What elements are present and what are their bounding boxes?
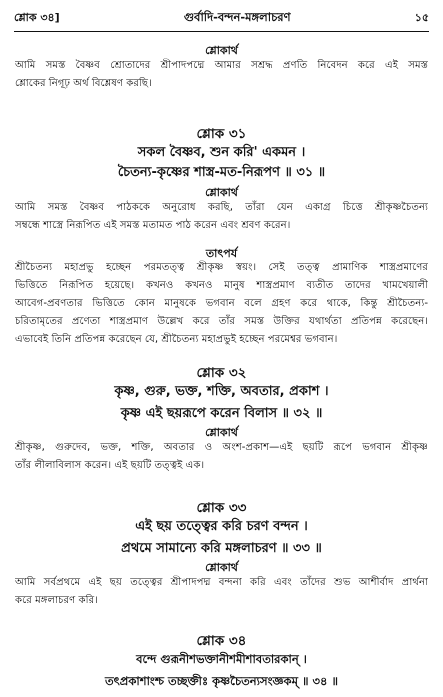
translation-heading: শ্লোকার্থ <box>205 561 238 574</box>
text-line: আমি সমস্ত বৈষ্ণব শ্রোতাদের শ্রীপাদপদ্মে আমার সশ্রদ্ধ প্রণতি নিবেদন করে এই সমস্ত <box>15 60 428 71</box>
text-line: আমি সমস্ত বৈষ্ণব পাঠককে অনুরোধ করছি, তাঁরা যেন একাগ্র চিত্তে শ্রীকৃষ্ণচৈতন্য <box>15 202 428 213</box>
verse-heading: শ্লোক ৩৩ <box>196 500 247 516</box>
translation-heading: শ্লোকার্থ <box>205 426 238 439</box>
header-verse-ref: শ্লোক ৩৪] <box>14 10 60 24</box>
verse-heading: শ্লোক ৩৪ <box>196 633 247 649</box>
purport-heading: তাৎপর্য <box>205 247 238 260</box>
translation-paragraph <box>15 574 428 610</box>
verse-line: চৈতন্য-কৃষ্ণের শাস্ত্র-মত-নিরূপণ ॥ ৩১ ॥ <box>117 165 326 180</box>
translation-heading: শ্লোকার্থ <box>205 186 238 199</box>
verse-heading: শ্লোক ৩২ <box>196 365 247 381</box>
translation-paragraph <box>15 199 428 235</box>
header-rule <box>14 31 429 32</box>
verse-line: বন্দে গুরূনীশভক্তানীশমীশাবতারকান্ । <box>136 652 307 666</box>
text-line: এভাবেই তিনি প্রতিপন্ন করেছেন যে, শ্রীচৈতন্য মহাপ্রভুই হচ্ছেন পরমেশ্বর ভগবান। <box>15 334 338 345</box>
text-line: ভিত্তিতে নিরূপিত হয়েছে। কখনও কখনও মানুষ শাস্ত্রপ্রমাণ ব্যতীত তাদের খামখেয়ালী <box>15 280 428 291</box>
verse-heading: শ্লোক ৩১ <box>196 126 247 142</box>
translation-paragraph <box>15 439 428 475</box>
text-line: আমি সর্বপ্রথমে এই ছয় তত্ত্বের শ্রীপাদপদ্ম বন্দনা করি এবং তাঁদের শুভ আশীর্বাদ প্রার্থনা <box>15 577 428 588</box>
verse-line: কৃষ্ণ এই ছয়রূপে করেন বিলাস ॥ ৩২ ॥ <box>120 406 323 421</box>
header-chapter-title: গুর্বাদি-বন্দন-মঙ্গলাচরণ <box>183 9 291 24</box>
purport-paragraph <box>15 259 428 349</box>
translation-heading: শ্লোকার্থ <box>205 44 238 57</box>
text-line: তাঁর লীলাবিলাস করেন। এই ছয়টি তত্ত্বই এক। <box>15 460 205 471</box>
verse-line: তৎপ্রকাশাংশ্চ তচ্ছক্তীঃ কৃষ্ণচৈতন্যসংজ্ঞকম্ ॥ ৩৪ ॥ <box>105 674 338 688</box>
verse-line: কৃষ্ণ, গুরু, ভক্ত, শক্তি, অবতার, প্রকাশ । <box>114 384 329 399</box>
verse-line: সকল বৈষ্ণব, শুন করি' একমন । <box>137 145 306 160</box>
text-line: আবেগ-প্রবণতার ভিত্তিতে কোন মানুষকে ভগবান বলে গ্রহণ করে থাকে, কিন্তু শ্রীচৈতন্য- <box>15 298 428 309</box>
translation-paragraph <box>15 57 428 93</box>
text-line: করে মঙ্গলাচরণ করি। <box>15 595 98 606</box>
text-line: শ্রীকৃষ্ণ, গুরুদেব, ভক্ত, শক্তি, অবতার ও অংশ-প্রকাশ—এই ছয়টি রূপে ভগবান শ্রীকৃষ্ণ <box>15 442 428 453</box>
text-line: সম্বন্ধে শাস্ত্রে নিরূপিত এই সমস্ত মতামত পাঠ করেন এবং শ্রবণ করেন। <box>15 220 291 231</box>
text-line: শ্রীচৈতন্য মহাপ্রভু হচ্ছেন পরমতত্ত্ব শ্রীকৃষ্ণ স্বয়ং। সেই তত্ত্ব প্রামাণিক শাস্ত্রপ্রমাণের <box>15 262 428 273</box>
text-line: শ্লোকের নিগূঢ় অর্থ বিশ্লেষণ করছি। <box>15 78 152 89</box>
verse-line: এই ছয় তত্ত্বের করি চরণ বন্দন । <box>135 519 308 534</box>
verse-line: প্রথমে সামান্যে করি মঙ্গলাচরণ ॥ ৩৩ ॥ <box>121 541 322 556</box>
page-number: ১৫ <box>414 10 429 24</box>
text-line: চরিতামৃতের প্রণেতা শাস্ত্রপ্রমাণ উল্লেখ করে তাঁর সমস্ত উক্তির যথার্থতা প্রতিপন্ন করেছেন। <box>15 316 428 327</box>
page-header <box>14 8 429 28</box>
